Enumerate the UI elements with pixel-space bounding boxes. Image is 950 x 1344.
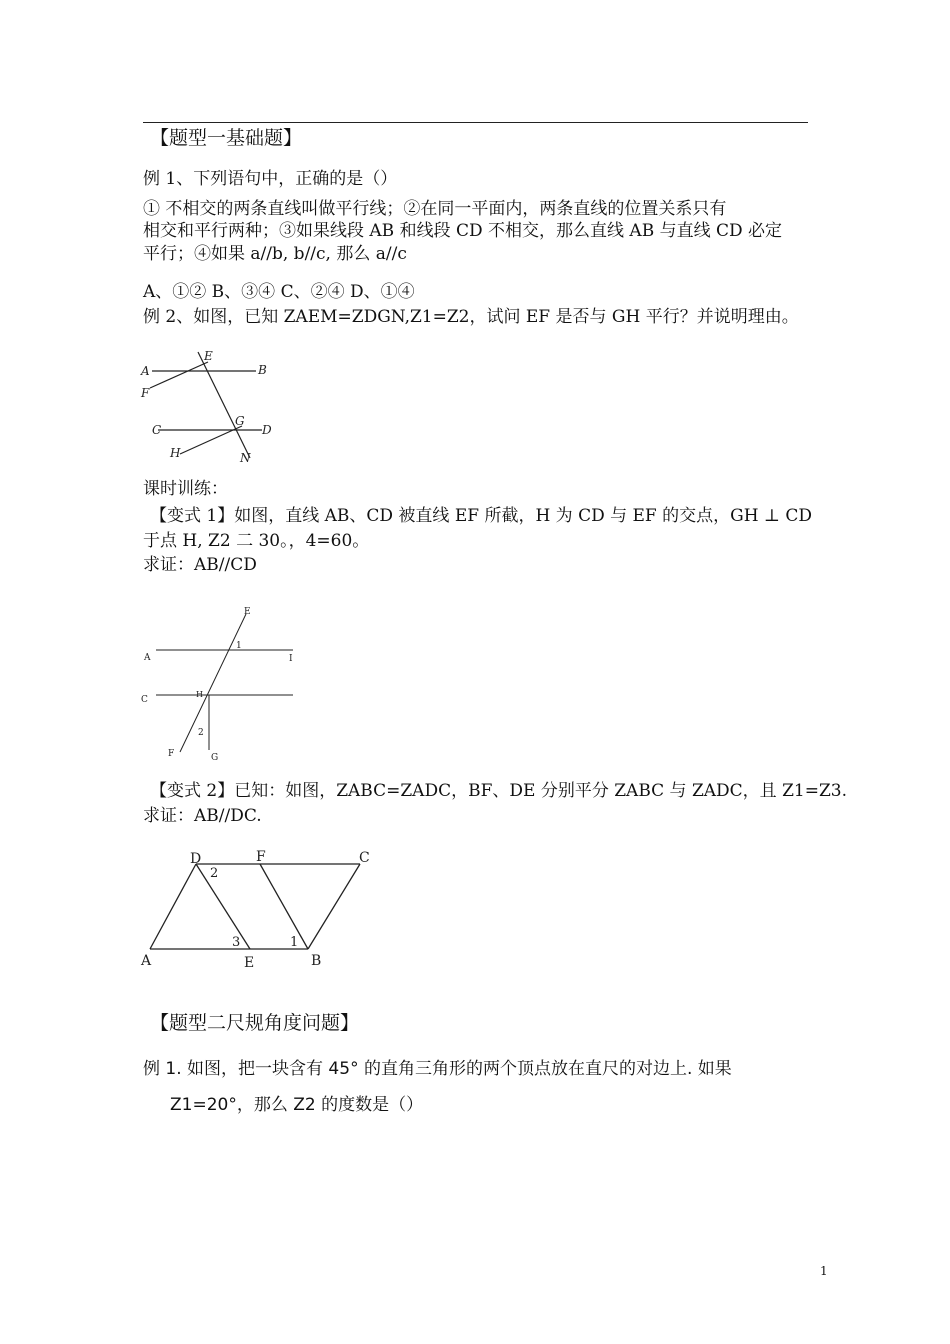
section2-example1-line1: 例 1. 如图，把一块含有 45° 的直角三角形的两个顶点放在直尺的对边上. 如果 [143,1059,732,1079]
example1-statements-line3: 平行；④如果 a//b, b//c, 那么 a//c [143,244,407,264]
fig1-label-g: G [211,753,219,763]
fig2-label-f: F [256,849,266,865]
variant1-figure [138,604,303,764]
header-rule [143,122,808,123]
fig1-label-f: F [168,749,175,759]
variant2-line1: 【变式 2】已知：如图，ZABC=ZADC，BF、DE 分别平分 ZABC 与 ZADC，且 Z1=Z3. [150,781,847,801]
fig1-label-2: 2 [198,728,204,738]
fig1-label-e: E [244,607,251,617]
section2-title: 【题型二尺规角度问题】 [150,1012,360,1034]
fig2-label-a: A [141,953,152,969]
fig1-label-1: 1 [236,641,242,651]
fig2-label-2: 2 [210,866,219,881]
variant2-figure [138,845,378,970]
practice-heading: 课时训练： [143,479,228,499]
example1-options: A、①② B、③④ C、②④ D、①④ [143,282,415,302]
fig-label-d: D [262,423,272,437]
fig-label-b: B [258,363,267,377]
page-number: 1 [820,1264,828,1278]
fig1-label-h: H [196,690,203,699]
example2-stem: 例 2、如图，已知 ZAEM=ZDGN,Z1=Z2，试问 EF 是否与 GH 平行？并说明理由。 [143,307,799,327]
example1-stem: 例 1、下列语句中，正确的是（） [143,169,398,189]
variant1-line1: 【变式 1】如图，直线 AB、CD 被直线 EF 所截，H 为 CD 与 EF 的交点，GH ⊥ CD [150,506,812,526]
fig1-label-c: C [141,695,148,705]
fig2-label-b: B [311,953,322,969]
section1-title: 【题型一基础题】 [150,127,303,149]
variant1-prove: 求证：AB//CD [143,555,257,575]
example2-figure [138,346,278,470]
fig-label-e: E [204,349,213,363]
fig2-label-1: 1 [290,935,299,950]
fig-label-c: C [152,423,162,437]
fig1-label-a: A [144,653,151,663]
fig-label-f: F [141,386,150,400]
example1-statements-line2: 相交和平行两种；③如果线段 AB 和线段 CD 不相交，那么直线 AB 与直线 CD 必定 [143,221,783,241]
fig-label-n: N [240,451,251,465]
fig2-label-e: E [244,955,255,970]
fig-label-g: G [235,414,245,428]
variant2-prove: 求证：AB//DC. [143,806,262,826]
fig-label-a: A [141,364,150,378]
fig2-label-3: 3 [232,935,241,950]
fig1-label-b: I [289,654,293,664]
variant1-line2: 于点 H, Z2 二 30。，4=60。 [143,531,370,551]
fig2-label-d: D [190,851,202,867]
fig-label-h: H [170,446,181,460]
example1-statements-line1: ① 不相交的两条直线叫做平行线；②在同一平面内，两条直线的位置关系只有 [143,199,727,219]
fig2-label-c: C [359,850,370,866]
section2-example1-line2: Z1=20°，那么 Z2 的度数是（） [170,1095,424,1115]
